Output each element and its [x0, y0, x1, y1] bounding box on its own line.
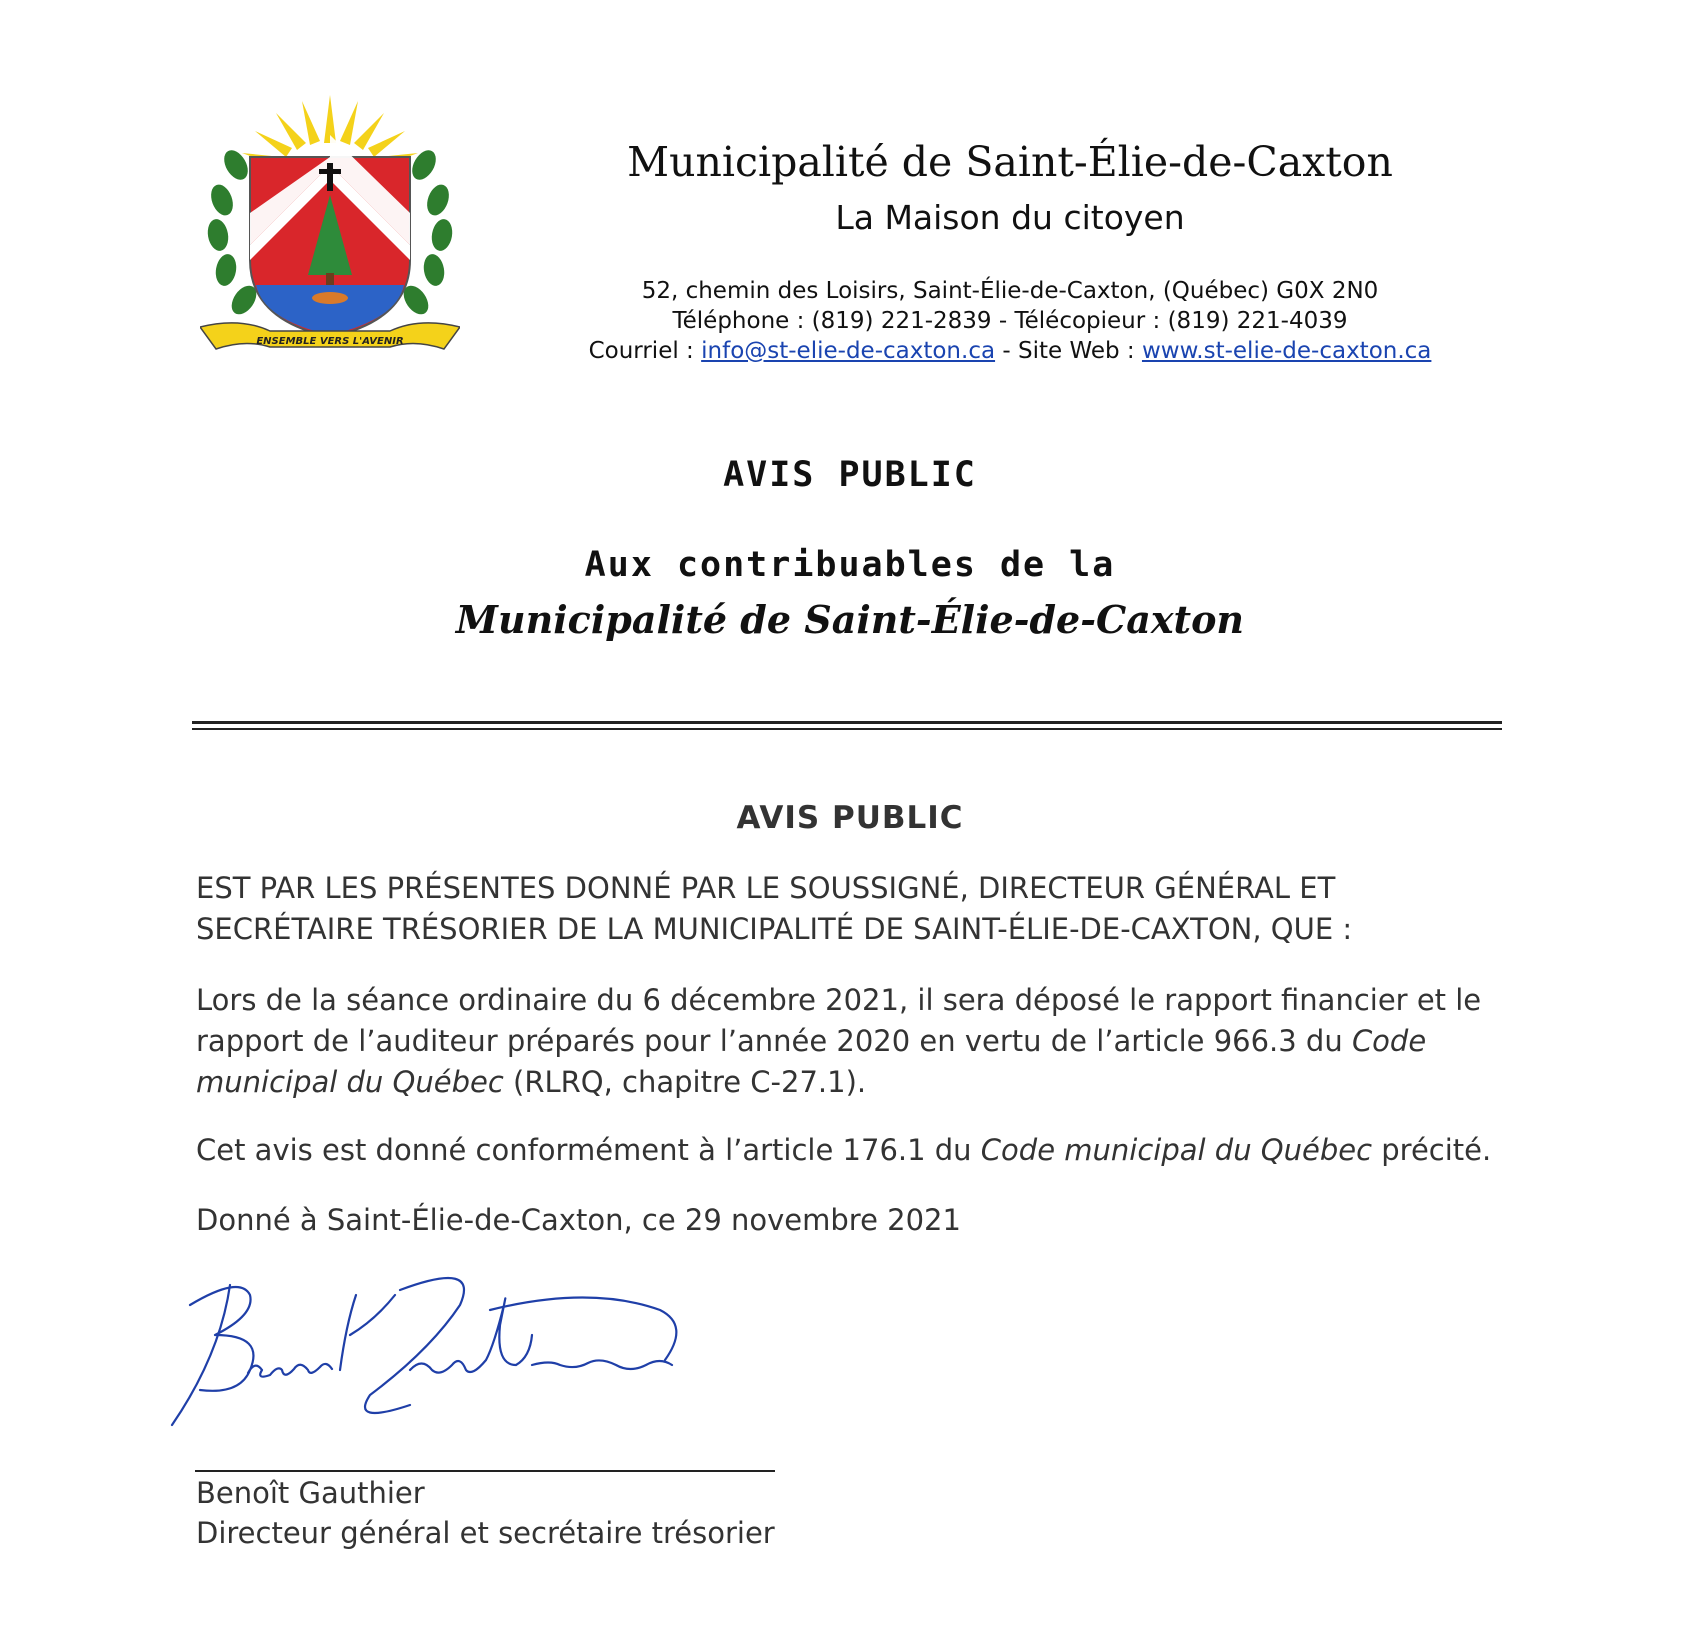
code-reference: Code municipal du Québec [196, 1024, 1427, 1099]
handwritten-signature [160, 1265, 760, 1440]
website-link[interactable]: www.st-elie-de-caxton.ca [1141, 338, 1432, 364]
address-line: 52, chemin des Loisirs, Saint-Élie-de-Caxton, (Québec) G0X 2N0 [641, 278, 1379, 304]
signer-name: Benoît Gauthier [196, 1476, 425, 1510]
notice-municipality: Municipalité de Saint-Élie-de-Caxton [455, 597, 1245, 642]
divider-line-bottom [192, 728, 1502, 730]
svg-text:ENSEMBLE VERS L'AVENIR: ENSEMBLE VERS L'AVENIR [256, 336, 404, 347]
cross [327, 163, 333, 191]
signer-title: Directeur général et secrétaire trésorier [196, 1516, 775, 1550]
organization-subtitle: La Maison du citoyen [835, 198, 1185, 237]
contact-line [560, 338, 1460, 364]
code-reference: Code municipal du Québec [980, 1133, 1373, 1167]
financial-report-paragraph: Lors de la séance ordinaire du 6 décembre 2021, il sera déposé le rapport financier et le rapport de l’auditeur préparés pour l’année 2020 en vertu de l’article 966.3 du Code municipal du Québec (RLRQ, chapitre C-27.1). [196, 983, 1482, 1099]
phone-line: Téléphone : (819) 221-2839 - Télécopieur : (819) 221-4039 [672, 308, 1348, 334]
organization-name: Municipalité de Saint-Élie-de-Caxton [627, 138, 1393, 186]
municipal-coat-of-arms-logo [200, 95, 460, 365]
divider-line-top [192, 721, 1502, 724]
body-heading: AVIS PUBLIC [736, 800, 964, 836]
conformity-paragraph: Cet avis est donné conformément à l’article 176.1 du Code municipal du Québec précité. [196, 1133, 1492, 1167]
email-label: Courriel : [588, 338, 702, 364]
notice-recipients: Aux contribuables de la [584, 545, 1116, 585]
signature-line [195, 1470, 775, 1472]
notice-title: AVIS PUBLIC [723, 455, 977, 495]
intro-paragraph: EST PAR LES PRÉSENTES DONNÉ PAR LE SOUSSIGNÉ, DIRECTEUR GÉNÉRAL ET SECRÉTAIRE TRÉSORIER DE LA MUNICIPALITÉ DE SAINT-ÉLIE-DE-CAXTON, QUE : [196, 871, 1353, 946]
given-at-line: Donné à Saint-Élie-de-Caxton, ce 29 novembre 2021 [196, 1203, 961, 1237]
fish [312, 292, 348, 304]
email-link[interactable]: info@st-elie-de-caxton.ca [701, 338, 996, 364]
web-label: - Site Web : [995, 338, 1142, 364]
